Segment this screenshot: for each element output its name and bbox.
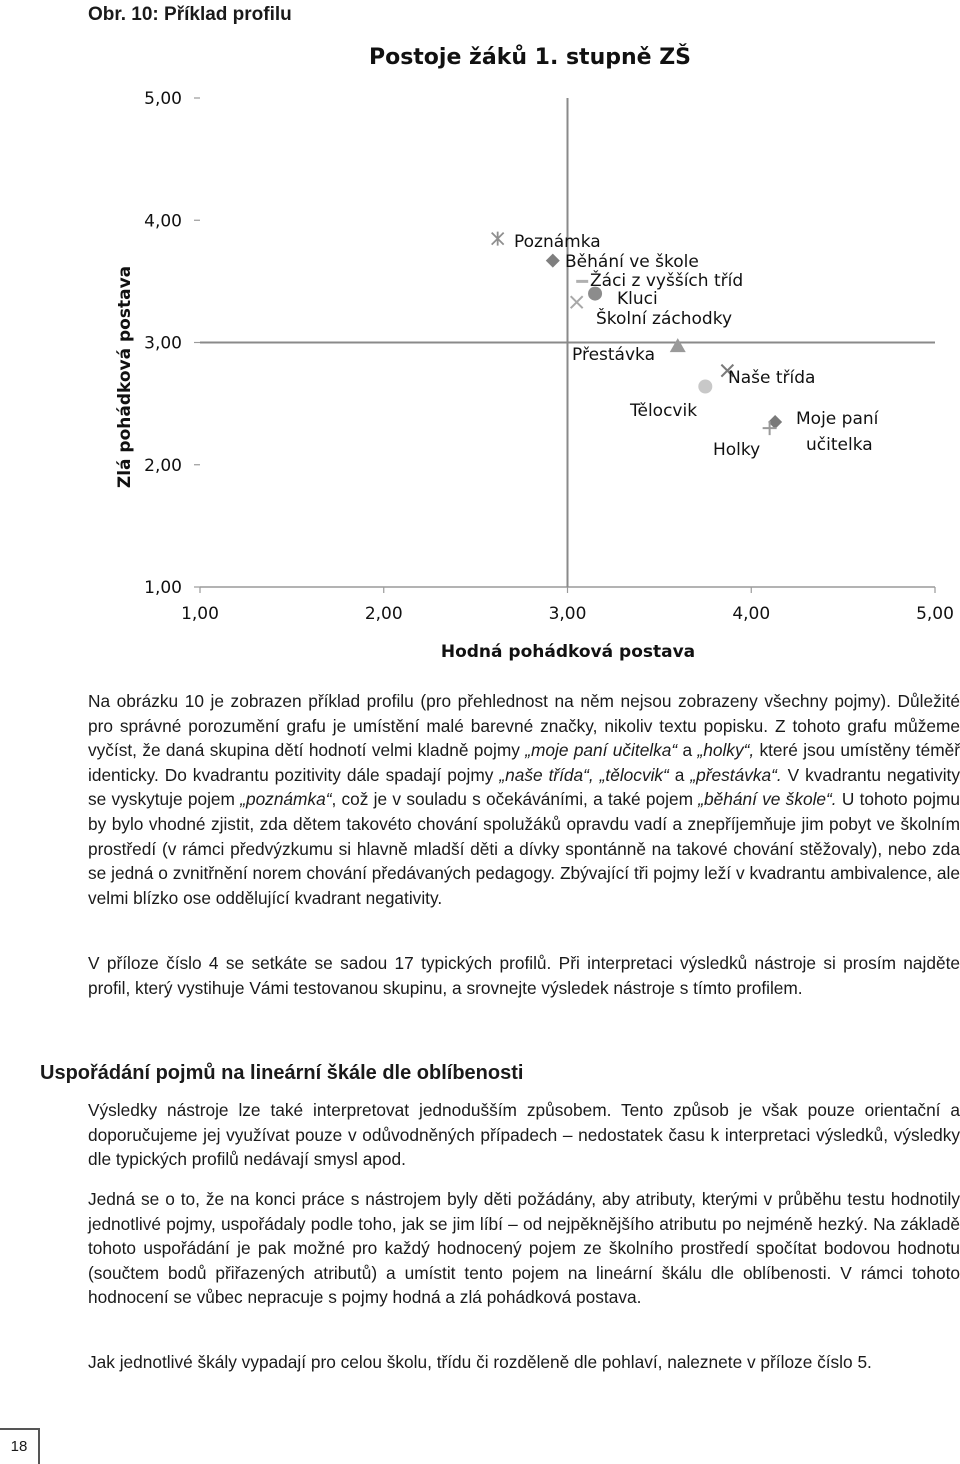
x-tick-label: 3,00: [548, 604, 587, 624]
data-labels: [514, 232, 880, 460]
marker-přestávka: [670, 338, 686, 352]
paragraph-appendix-5: Jak jednotlivé škály vypadají pro celou školu, třídu či rozděleně dle pohlaví, naleznete v příloze číslo 5.: [88, 1352, 872, 1372]
y-axis-title: Zlá pohádková postava: [115, 265, 135, 489]
paragraph-interpretation: Výsledky nástroje lze také interpretovat jednodušším způsobem. Tento způsob je však pouze orientační a doporučujeme jej využívat pouze v odůvodněných případech – nedostatek času k interpretaci výsledků, výsledky dle typických profilů nedávají smysl apod.: [88, 1100, 960, 1170]
label-školní-záchodky: Školní záchodky: [596, 309, 733, 329]
marker-školní-záchodky: [571, 296, 583, 308]
scatter-chart: [0, 34, 960, 674]
x-tick-label: 5,00: [916, 604, 954, 624]
y-tick-label: 2,00: [144, 455, 182, 476]
label-naše-třída: Naše třída: [728, 368, 816, 388]
chart-title: Postoje žáků 1. stupně ZŠ: [368, 45, 692, 70]
chart-axes: [194, 98, 935, 593]
label-běhání-ve-škole: Běhání ve škole: [565, 252, 699, 272]
x-tick-label: 4,00: [732, 604, 771, 624]
y-tick-label: 3,00: [144, 333, 182, 354]
label-moje-paní-učitelka: Moje paní učitelka: [796, 409, 879, 455]
tick-labels: [144, 89, 954, 624]
y-tick-label: 4,00: [144, 211, 182, 232]
x-tick-label: 2,00: [364, 604, 403, 624]
marker-běhání-ve-škole: [546, 254, 560, 268]
x-axis-title: Hodná pohádková postava: [440, 642, 696, 662]
paragraph-appendix-4: V příloze číslo 4 se setkáte se sadou 17 typických profilů. Při interpretaci výsledků nástroje si prosím najděte profil, který vystihuje Vámi testovanou skupinu, a srovnejte výsledek nástroje s tímto profilem.: [88, 953, 960, 998]
label-poznámka: Poznámka: [514, 232, 601, 252]
quadrant-lines: [200, 98, 935, 587]
figure-caption: Obr. 10: Příklad profilu: [88, 4, 292, 25]
marker-poznámka: [492, 232, 504, 246]
label-kluci: Kluci: [617, 289, 658, 309]
y-tick-label: 1,00: [144, 578, 182, 598]
paragraph-profile-example: Na obrázku 10 je zobrazen příklad profilu (pro přehlednost na něm nejsou zobrazeny všechny pojmy). Důležité pro správné porozumění grafu je umístění malé barevné značky, nikoliv textu popisku. Z tohoto grafu můžeme vyčíst, že daná skupina dětí hodnotí velmi kladně pojmy „moje paní učitelka“ a „holky“, které jsou umístěny téměř identicky. Do kvadrantu pozitivity dále spadají pojmy „naše třída“, „tělocvik“ a „přestávka“. V kvadrantu negativity se vyskytuje pojem „poznámka“, což je v souladu s očekáváními, a také pojem „běhání ve škole“. U tohoto pojmu by bylo vhodné zjistit, zda dětem takovéto chování spolužáků opravdu vadí a znepříjemňuje jim pobyt ve školním prostředí (v rámci předvýzkumu si hlavně mladší děti a dívky spontánně na takové chování stěžovaly), nebo zda se jedná o zvnitřnění norem chování předávaných pedagogy. Zbývající tři pojmy leží v kvadrantu ambivalence, ale velmi blízko ose oddělující kvadrant negativity.: [88, 691, 960, 908]
y-tick-label: 5,00: [144, 89, 182, 109]
label-žáci-z-vyšších-tříd: Žáci z vyšších tříd: [590, 271, 744, 291]
paragraph-method: Jedná se o to, že na konci práce s nástrojem byly děti požádány, aby atributy, kterými v průběhu testu hodnotily jednotlivé pojmy, uspořádaly podle toho, jak se jim líbí – od nejpěknějšího atributu po nejméně hezký. Na základě tohoto uspořádání je pak možné pro každý hodnocený pojem ze školního prostředí spočítat bodovou hodnotu (součtem bodů přiřazených atributů) a umístit tento pojem na lineární škálu dle oblíbenosti. V rámci tohoto hodnocení se vůbec nepracuje s pojmy hodná a zlá pohádková postava.: [88, 1189, 960, 1308]
page-number: 18: [0, 1428, 40, 1464]
label-přestávka: Přestávka: [572, 345, 655, 365]
label-tělocvik: Tělocvik: [630, 401, 698, 421]
x-tick-label: 1,00: [181, 604, 219, 624]
label-holky: Holky: [713, 440, 761, 460]
section-heading: Uspořádání pojmů na lineární škále dle oblíbenosti: [40, 1062, 524, 1084]
marker-tělocvik: [698, 380, 712, 394]
